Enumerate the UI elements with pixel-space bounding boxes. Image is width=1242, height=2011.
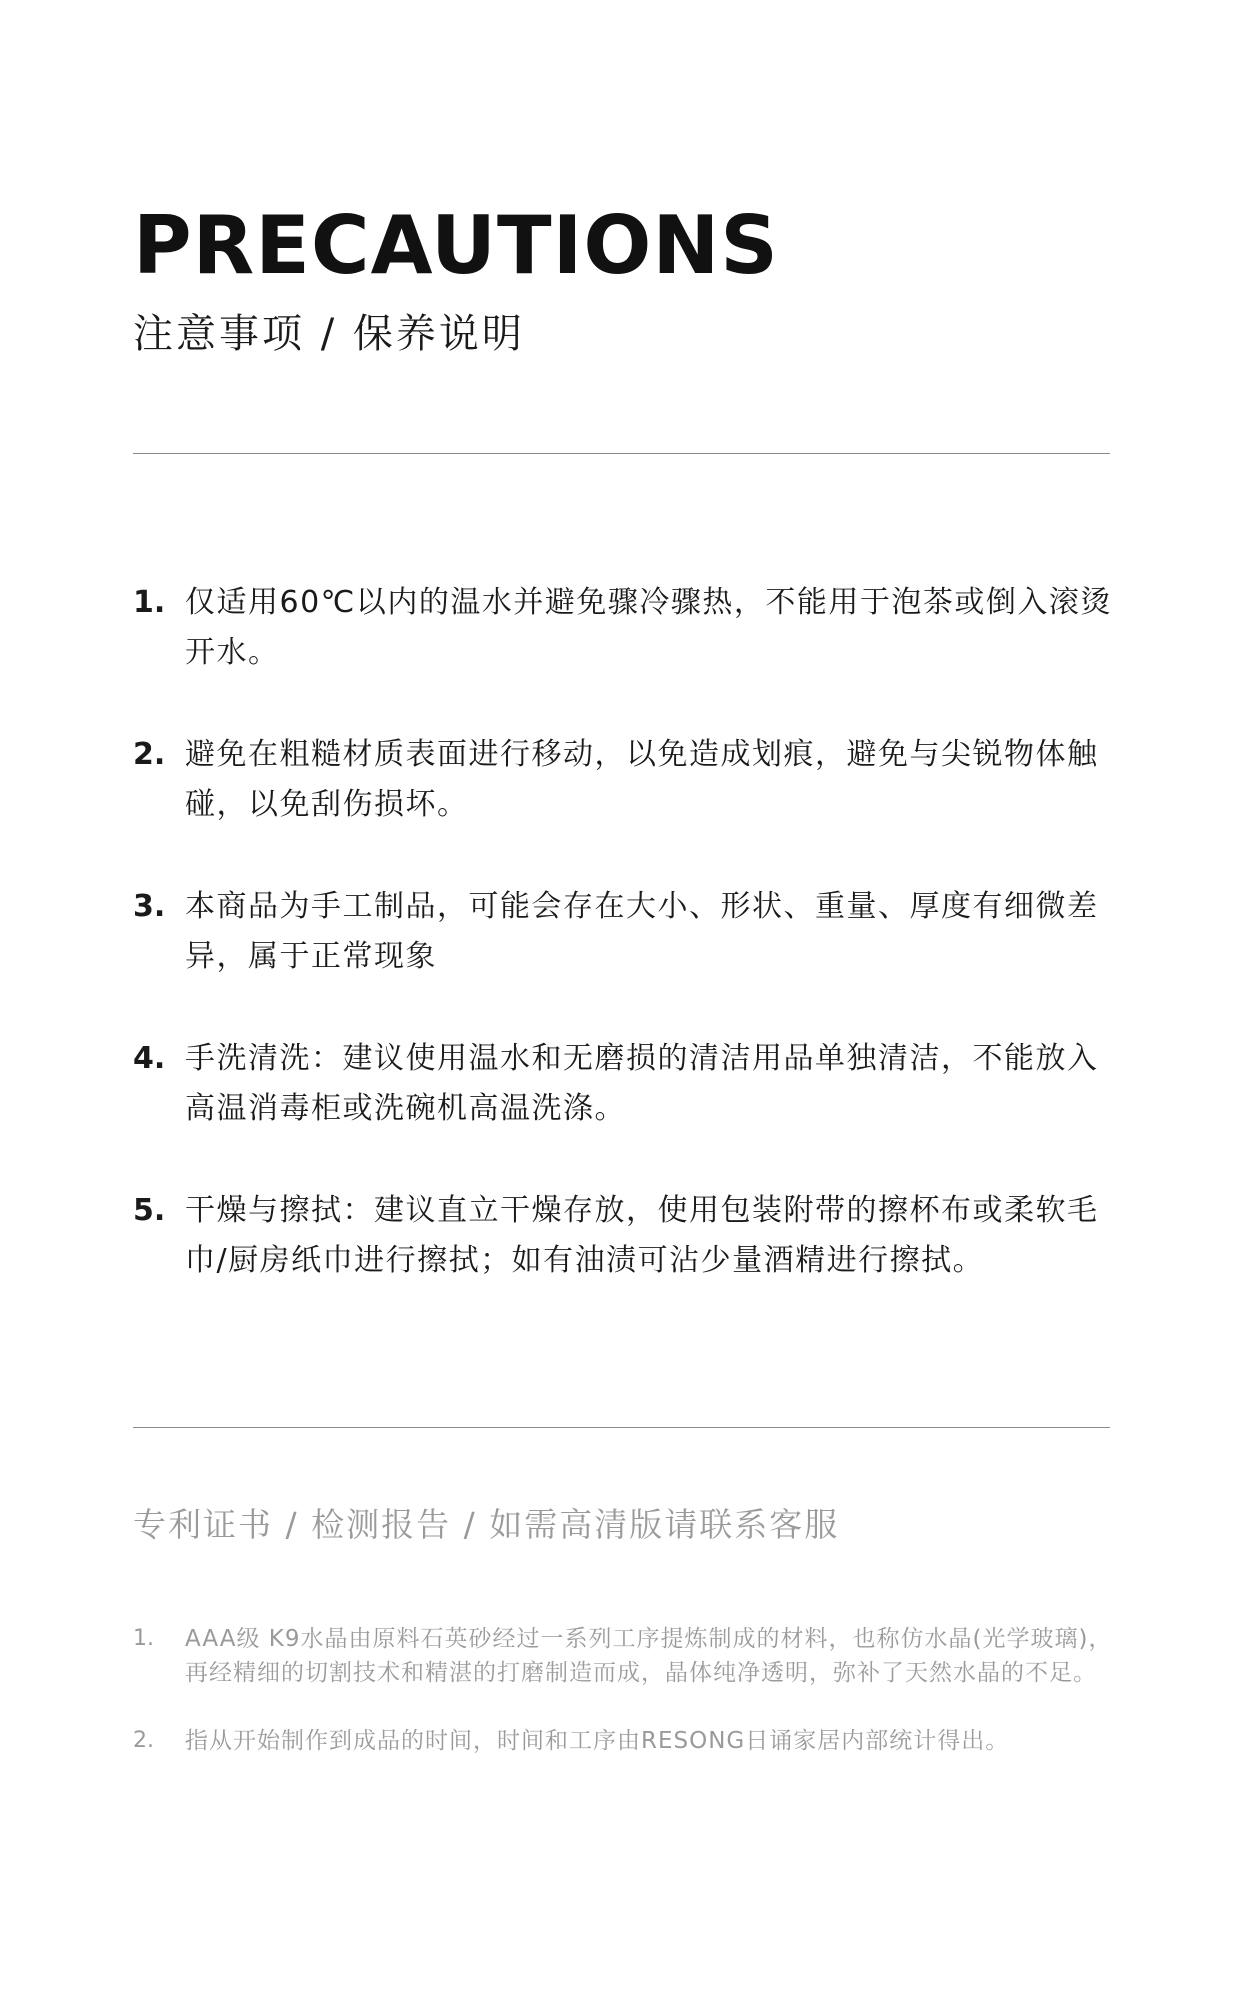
notes-section-title: 专利证书 / 检测报告 / 如需高清版请联系客服 [133,1505,840,1544]
precaution-item [133,1186,1113,1286]
top-divider [133,453,1110,454]
note-text: AAA级 K9水晶由原料石英砂经过一系列工序提炼制成的材料，也称仿水晶(光学玻璃)，再经精细的切割技术和精湛的打磨制造而成，晶体纯净透明，弥补了天然水晶的不足。 [185,1626,1113,1686]
precaution-item [133,1034,1113,1134]
precaution-text: 手洗清洗：建议使用温水和无磨损的清洁用品单独清洁，不能放入高温消毒柜或洗碗机高温洗涤。 [185,1041,1099,1126]
precaution-text: 本商品为手工制品，可能会存在大小、形状、重量、厚度有细微差异，属于正常现象 [185,889,1099,974]
precaution-number: 2. [133,737,166,772]
note-text: 指从开始制作到成品的时间，时间和工序由RESONG日诵家居内部统计得出。 [185,1728,1010,1754]
bottom-divider [133,1427,1110,1428]
note-number: 1. [133,1626,154,1651]
page-title: PRECAUTIONS [133,199,779,292]
precaution-text: 仅适用60℃以内的温水并避免骤冷骤热，不能用于泡茶或倒入滚烫开水。 [185,585,1112,670]
precaution-number: 4. [133,1041,166,1076]
precaution-text: 避免在粗糙材质表面进行移动，以免造成划痕，避免与尖锐物体触碰，以免刮伤损坏。 [185,737,1099,822]
precaution-number: 1. [133,585,166,620]
precaution-item [133,882,1113,982]
precaution-item [133,578,1113,678]
precaution-number: 5. [133,1193,166,1228]
precaution-number: 3. [133,889,166,924]
note-item [133,1724,1113,1758]
precautions-list [133,578,1113,1338]
precaution-item [133,730,1113,830]
notes-list [133,1622,1113,1792]
precaution-text: 干燥与擦拭：建议直立干燥存放，使用包装附带的擦杯布或柔软毛巾/厨房纸巾进行擦拭；如有油渍可沾少量酒精进行擦拭。 [185,1193,1099,1278]
note-item [133,1622,1113,1690]
page-subtitle: 注意事项 / 保养说明 [133,311,525,357]
note-number: 2. [133,1728,154,1753]
